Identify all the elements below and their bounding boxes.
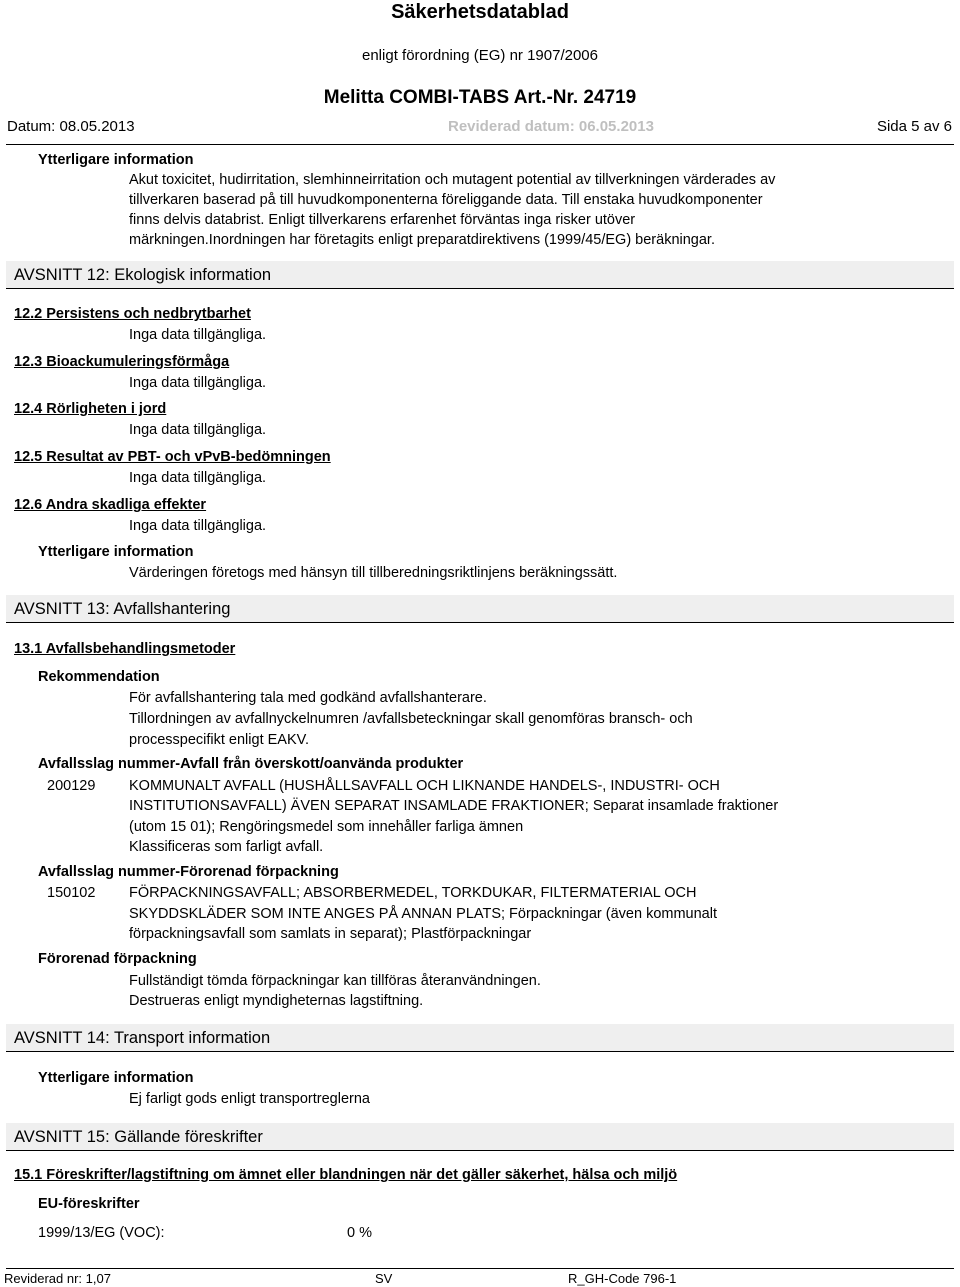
section13-subheading: 13.1 Avfallsbehandlingsmetoder <box>14 641 236 657</box>
section13-heading-bar <box>6 595 954 623</box>
packaging-line: Fullständigt tömda förpackningar kan tillföras återanvändningen. <box>129 973 541 989</box>
section11-line: finns delvis databrist. Enligt tillverkarens erfarenhet förväntas inga risker utöver <box>129 212 636 228</box>
footer-divider <box>6 1268 954 1269</box>
section14-heading-bar <box>6 1024 954 1052</box>
section15-subheading: 15.1 Föreskrifter/lagstiftning om ämnet eller blandningen när det gäller säkerhet, hälsa och miljö <box>14 1167 678 1183</box>
section12-item-text: Inga data tillgängliga. <box>129 327 267 343</box>
issue-date: Datum: 08.05.2013 <box>7 118 135 135</box>
section12-heading-bar <box>6 261 954 289</box>
eu-regulations-label: EU-föreskrifter <box>38 1196 140 1212</box>
section12-item-text: Inga data tillgängliga. <box>129 422 267 438</box>
regulation-reference: enligt förordning (EG) nr 1907/2006 <box>362 47 598 64</box>
header-divider <box>6 144 954 145</box>
section14-additional-label: Ytterligare information <box>38 1070 194 1086</box>
footer-code: R_GH-Code 796-1 <box>568 1271 677 1286</box>
contaminated-packaging-code: 150102 <box>47 885 96 901</box>
unused-waste-line: Klassificeras som farligt avfall. <box>129 839 324 855</box>
section13-heading: AVSNITT 13: Avfallshantering <box>14 600 231 618</box>
unused-waste-line: (utom 15 01); Rengöringsmedel som innehåller farliga ämnen <box>129 819 524 835</box>
section15-heading-bar <box>6 1123 954 1151</box>
packaging-line: Destrueras enligt myndigheternas lagstiftning. <box>129 993 424 1009</box>
packaging-label: Förorenad förpackning <box>38 951 197 967</box>
section12-item-text: Inga data tillgängliga. <box>129 470 267 486</box>
contaminated-packaging-line: SKYDDSKLÄDER SOM INTE ANGES PÅ ANNAN PLATS; Förpackningar (även kommunalt <box>129 906 717 922</box>
page-number: Sida 5 av 6 <box>876 118 952 135</box>
unused-waste-line: INSTITUTIONSAVFALL) ÄVEN SEPARAT INSAMLADE FRAKTIONER; Separat insamlade fraktioner <box>129 798 779 814</box>
section12-item-title: 12.2 Persistens och nedbrytbarhet <box>14 306 251 322</box>
section12-item-text: Inga data tillgängliga. <box>129 518 267 534</box>
section12-item-title: 12.5 Resultat av PBT- och vPvB-bedömningen <box>14 449 331 465</box>
footer-language: SV <box>375 1271 393 1286</box>
contaminated-packaging-line: förpackningsavfall som samlats in separat); Plastförpackningar <box>129 926 532 942</box>
voc-value: 0 % <box>347 1225 372 1241</box>
section12-additional-label: Ytterligare information <box>38 544 194 560</box>
section12-item-title: 12.6 Andra skadliga effekter <box>14 497 207 513</box>
section11-additional-label: Ytterligare information <box>38 152 194 168</box>
product-name: Melitta COMBI-TABS Art.-Nr. 24719 <box>323 87 637 108</box>
section12-item-title: 12.3 Bioackumuleringsförmåga <box>14 354 230 370</box>
contaminated-packaging-label: Avfallsslag nummer-Förorenad förpackning <box>38 864 339 880</box>
contaminated-packaging-line: FÖRPACKNINGSAVFALL; ABSORBERMEDEL, TORKDUKAR, FILTERMATERIAL OCH <box>129 885 697 901</box>
section12-additional-text: Värderingen företogs med hänsyn till tillberedningsriktlinjens beräkningssätt. <box>129 565 618 581</box>
section11-line: märkningen.Inordningen har företagits enligt preparatdirektivens (1999/45/EG) beräkningar. <box>129 232 715 248</box>
recommendation-label: Rekommendation <box>38 669 160 685</box>
unused-waste-label: Avfallsslag nummer-Avfall från överskott/oanvända produkter <box>38 756 464 772</box>
section11-line: Akut toxicitet, hudirritation, slemhinneirritation och mutagent potential av tillverkningen värderades av <box>129 172 776 188</box>
section12-item-title: 12.4 Rörligheten i jord <box>14 401 167 417</box>
document-title: Säkerhetsdatablad <box>391 1 569 23</box>
recommendation-line: För avfallshantering tala med godkänd avfallshanterare. <box>129 690 487 706</box>
footer-revision: Reviderad nr: 1,07 <box>4 1271 111 1286</box>
section15-heading: AVSNITT 15: Gällande föreskrifter <box>14 1128 263 1146</box>
section12-item-text: Inga data tillgängliga. <box>129 375 267 391</box>
recommendation-line: Tillordningen av avfallnyckelnumren /avfallsbeteckningar skall genomföras bransch- och <box>129 711 693 727</box>
unused-waste-code: 200129 <box>47 778 96 794</box>
section14-heading: AVSNITT 14: Transport information <box>14 1029 271 1047</box>
section14-additional-text: Ej farligt gods enligt transportreglerna <box>129 1091 370 1107</box>
voc-label: 1999/13/EG (VOC): <box>38 1225 165 1241</box>
revision-date: Reviderad datum: 06.05.2013 <box>448 118 654 135</box>
section12-heading: AVSNITT 12: Ekologisk information <box>14 266 272 284</box>
section11-line: tillverkaren baserad på till huvudkomponenterna föreliggande data. Till enstaka huvudkomponenter <box>129 192 763 208</box>
unused-waste-line: KOMMUNALT AVFALL (HUSHÅLLSAVFALL OCH LIKNANDE HANDELS-, INDUSTRI- OCH <box>129 778 720 794</box>
recommendation-line: processpecifikt enligt EAKV. <box>129 732 310 748</box>
